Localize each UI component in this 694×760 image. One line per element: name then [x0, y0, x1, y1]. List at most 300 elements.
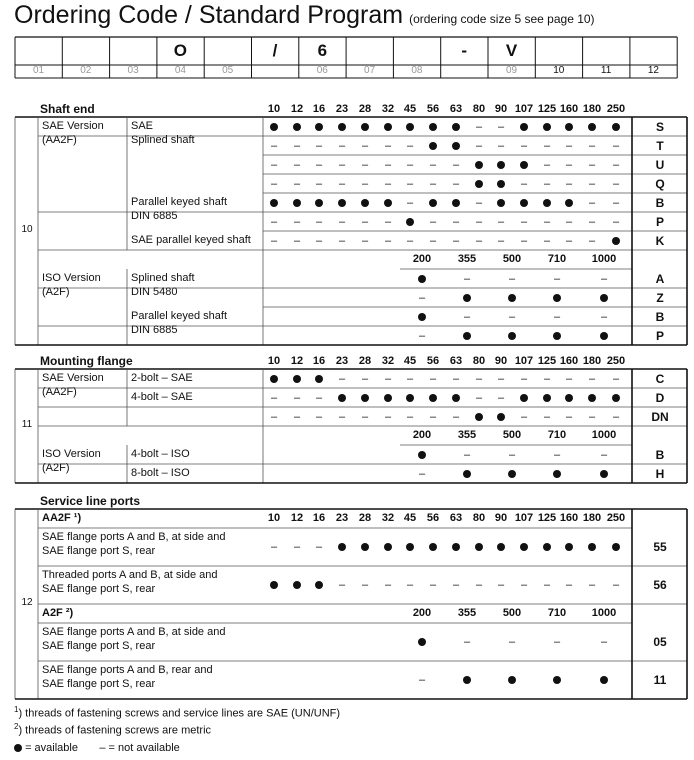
row-shaft-B-val-8 — [423, 196, 443, 210]
available-dot-icon — [384, 199, 392, 207]
row-shaft-Q-val-9: – — [452, 177, 460, 190]
row-ports-56-val-2 — [287, 578, 307, 592]
row-iso-shaft-Z-val-3 — [502, 291, 522, 305]
row-iso-shaft-P-val-2 — [457, 329, 477, 343]
size-header-flange-107: 107 — [514, 355, 534, 367]
row-iso-flange-B-val-3: – — [508, 448, 516, 461]
size-header-shaft-125: 125 — [537, 103, 557, 115]
row-shaft-S-val-4 — [332, 120, 352, 134]
row-shaft-K-val-8: – — [429, 234, 437, 247]
available-dot-icon — [406, 394, 414, 402]
size-header-flange-12: 12 — [290, 355, 304, 367]
available-dot-icon — [315, 375, 323, 383]
size-header-aa2f-32: 32 — [381, 512, 395, 524]
row-shaft-B-val-12 — [514, 196, 534, 210]
row-flange-D-val-2: – — [293, 391, 301, 404]
row-flange-DN-val-4: – — [338, 410, 346, 423]
row-ports-55-val-12 — [514, 540, 534, 554]
row-flange-C-val-2 — [287, 372, 307, 386]
row-shaft-Q-val-15: – — [588, 177, 596, 190]
row-iso-ports-11-val-4 — [547, 673, 567, 687]
available-dot-icon — [475, 161, 483, 169]
row-shaft-S-val-16 — [606, 120, 626, 134]
code-iso-shaft-B: B — [655, 309, 665, 324]
row-shaft-T-val-2: – — [293, 139, 301, 152]
available-dot-icon — [463, 294, 471, 302]
size-header-a2f-ports-200: 200 — [412, 607, 432, 619]
code-char-7: 6 — [317, 41, 328, 60]
available-dot-icon — [452, 394, 460, 402]
available-dot-icon — [293, 375, 301, 383]
row-shaft-P-val-5: – — [361, 215, 369, 228]
row-flange-C-val-8: – — [429, 372, 437, 385]
row-iso-shaft-B-val-2: – — [463, 310, 471, 323]
row-shaft-Q-val-8: – — [429, 177, 437, 190]
row-shaft-U-val-5: – — [361, 158, 369, 171]
row-ports-56-val-7: – — [406, 579, 414, 591]
row-shaft-T-val-15: – — [588, 139, 596, 152]
row-ports-56-val-1 — [264, 578, 284, 592]
code-position-06: 06 — [316, 65, 328, 76]
row-ports-56-val-6: – — [384, 579, 392, 591]
row-ports-56-val-15: – — [588, 579, 596, 591]
row-shaft-P-val-2: – — [293, 215, 301, 228]
available-dot-icon — [452, 199, 460, 207]
row-iso-ports-11-val-3 — [502, 673, 522, 687]
available-dot-icon — [520, 161, 528, 169]
legend-available: = available — [25, 742, 78, 754]
row-shaft-T-val-13: – — [543, 139, 551, 152]
row-iso-shaft-A-val-5: – — [600, 272, 608, 285]
row-shaft-U-val-1: – — [270, 158, 278, 171]
row-label-shaft-K: SAE parallel keyed shaft — [131, 234, 251, 246]
row-iso-shaft-B-val-5: – — [600, 310, 608, 323]
code-flange-C: C — [655, 371, 665, 386]
size-header-aa2f-16: 16 — [312, 512, 326, 524]
row-shaft-U-val-8: – — [429, 158, 437, 171]
row-label-shaft-B: Parallel keyed shaft DIN 6885 — [131, 196, 227, 222]
code-iso-flange-B: B — [655, 447, 665, 462]
row-shaft-Q-val-14: – — [565, 177, 573, 190]
available-dot-icon — [497, 180, 505, 188]
row-flange-D-val-7 — [400, 391, 420, 405]
row-shaft-Q-val-13: – — [543, 177, 551, 190]
row-ports-56-val-9: – — [452, 579, 460, 591]
size-header-aa2f-107: 107 — [514, 512, 534, 524]
size-header-a2f-flange-710: 710 — [547, 429, 567, 441]
row-shaft-B-val-2 — [287, 196, 307, 210]
code-ports-55: 55 — [653, 540, 667, 554]
size-header-flange-23: 23 — [335, 355, 349, 367]
row-shaft-K-val-4: – — [338, 234, 346, 247]
row-shaft-S-val-12 — [514, 120, 534, 134]
size-header-a2f-shaft-1000: 1000 — [591, 253, 617, 265]
row-shaft-K-val-7: – — [406, 234, 414, 247]
row-flange-DN-val-14: – — [565, 410, 573, 423]
row-shaft-S-val-11: – — [497, 120, 505, 133]
row-label-flange-C: 2-bolt – SAE — [131, 372, 193, 384]
code-position-07: 07 — [364, 65, 376, 76]
row-shaft-B-val-11 — [491, 196, 511, 210]
row-shaft-Q-val-1: – — [270, 177, 278, 190]
available-dot-icon — [508, 470, 516, 478]
row-iso-shaft-A-val-2: – — [463, 272, 471, 285]
available-dot-icon — [508, 676, 516, 684]
code-shaft-K: K — [655, 233, 665, 248]
size-header-a2f-ports-1000: 1000 — [591, 607, 617, 619]
row-flange-C-val-9: – — [452, 372, 460, 385]
row-shaft-U-val-15: – — [588, 158, 596, 171]
available-dot-icon — [338, 123, 346, 131]
row-flange-D-val-13 — [537, 391, 557, 405]
row-shaft-B-val-6 — [378, 196, 398, 210]
available-dot-icon — [429, 394, 437, 402]
code-iso-flange-H: H — [655, 466, 665, 481]
row-shaft-U-val-16: – — [612, 158, 620, 171]
available-dot-icon — [429, 123, 437, 131]
row-flange-D-val-16 — [606, 391, 626, 405]
available-dot-icon — [270, 123, 278, 131]
row-shaft-T-val-11: – — [497, 139, 505, 152]
size-header-a2f-shaft-500: 500 — [502, 253, 522, 265]
row-flange-DN-val-10 — [469, 410, 489, 424]
code-position-01: 01 — [32, 65, 45, 76]
row-shaft-Q-val-11 — [491, 177, 511, 191]
size-header-shaft-10: 10 — [267, 103, 281, 115]
row-ports-55-val-3: – — [315, 541, 323, 553]
iso-version-flange: ISO Version (A2F) — [42, 448, 101, 474]
row-shaft-S-val-13 — [537, 120, 557, 134]
row-ports-56-val-13: – — [543, 579, 551, 591]
code-shaft-S: S — [655, 119, 664, 134]
row-label-iso-flange-B: 4-bolt – ISO — [131, 448, 190, 460]
legend-not-available: – = not available — [99, 742, 180, 754]
row-flange-C-val-15: – — [588, 372, 596, 385]
row-shaft-P-val-6: – — [384, 215, 392, 228]
row-iso-flange-H-val-2 — [457, 467, 477, 481]
row-iso-flange-B-val-4: – — [553, 448, 561, 461]
row-iso-flange-H-val-5 — [594, 467, 614, 481]
available-dot-icon — [463, 676, 471, 684]
available-dot-icon — [475, 413, 483, 421]
code-position-04: 04 — [174, 65, 186, 76]
available-dot-icon — [612, 543, 620, 551]
row-shaft-B-val-3 — [309, 196, 329, 210]
available-dot-icon — [406, 543, 414, 551]
available-dot-icon — [553, 676, 561, 684]
row-ports-56-val-16: – — [612, 579, 620, 591]
row-label-iso-shaft-A: Splined shaft DIN 5480 — [131, 272, 195, 298]
sae-version-flange: SAE Version (AA2F) — [42, 372, 104, 398]
row-iso-ports-05-val-4: – — [553, 636, 561, 648]
available-dot-icon — [497, 543, 505, 551]
available-dot-icon — [384, 394, 392, 402]
size-header-shaft-45: 45 — [403, 103, 417, 115]
available-dot-icon — [452, 123, 460, 131]
size-header-aa2f-12: 12 — [290, 512, 304, 524]
row-iso-flange-H-val-4 — [547, 467, 567, 481]
row-shaft-B-val-9 — [446, 196, 466, 210]
size-header-flange-56: 56 — [426, 355, 440, 367]
row-shaft-P-val-7 — [400, 215, 420, 229]
row-shaft-U-val-4: – — [338, 158, 346, 171]
row-shaft-B-val-14 — [559, 196, 579, 210]
row-shaft-U-val-9: – — [452, 158, 460, 171]
row-shaft-K-val-6: – — [384, 234, 392, 247]
row-label-shaft-S: SAE Splined shaft — [131, 120, 195, 146]
available-dot-icon — [429, 142, 437, 150]
row-ports-55-val-2: – — [293, 541, 301, 553]
available-dot-icon — [520, 394, 528, 402]
available-dot-icon — [565, 394, 573, 402]
code-char-10: - — [461, 41, 468, 60]
row-label-iso-flange-H: 8-bolt – ISO — [131, 467, 190, 479]
available-dot-icon — [612, 237, 620, 245]
row-shaft-B-val-15: – — [588, 196, 596, 209]
title-text: Ordering Code / Standard Program — [14, 1, 404, 29]
size-header-flange-250: 250 — [606, 355, 626, 367]
code-flange-DN: DN — [651, 409, 669, 424]
row-label-iso-shaft-B: Parallel keyed shaft DIN 6885 — [131, 310, 227, 336]
row-shaft-P-val-15: – — [588, 215, 596, 228]
row-ports-56-val-10: – — [475, 579, 483, 591]
row-shaft-S-val-9 — [446, 120, 466, 134]
row-iso-shaft-A-val-3: – — [508, 272, 516, 285]
available-dot-icon — [543, 543, 551, 551]
row-flange-C-val-11: – — [497, 372, 505, 385]
row-shaft-P-val-9: – — [452, 215, 460, 228]
row-flange-D-val-10: – — [475, 391, 483, 404]
row-iso-ports-05-val-3: – — [508, 636, 516, 648]
available-dot-icon — [600, 470, 608, 478]
size-header-aa2f-45: 45 — [403, 512, 417, 524]
row-flange-DN-val-16: – — [612, 410, 620, 423]
row-flange-DN-val-7: – — [406, 410, 414, 423]
size-header-aa2f-180: 180 — [582, 512, 602, 524]
row-flange-DN-val-11 — [491, 410, 511, 424]
row-iso-shaft-P-val-3 — [502, 329, 522, 343]
size-header-flange-32: 32 — [381, 355, 395, 367]
row-flange-C-val-1 — [264, 372, 284, 386]
code-position-10: 10 — [553, 65, 565, 76]
available-dot-icon — [553, 470, 561, 478]
a2f-header: A2F ²) — [42, 607, 74, 619]
row-shaft-K-val-1: – — [270, 234, 278, 247]
row-iso-shaft-B-val-1 — [412, 310, 432, 324]
row-flange-DN-val-6: – — [384, 410, 392, 423]
size-header-flange-28: 28 — [358, 355, 372, 367]
row-iso-ports-05-val-2: – — [463, 636, 471, 648]
row-shaft-K-val-12: – — [520, 234, 528, 247]
row-shaft-T-val-8 — [423, 139, 443, 153]
size-header-shaft-23: 23 — [335, 103, 349, 115]
row-flange-D-val-1: – — [270, 391, 278, 404]
code-shaft-Q: Q — [655, 176, 665, 191]
row-iso-shaft-Z-val-2 — [457, 291, 477, 305]
row-shaft-T-val-10: – — [475, 139, 483, 152]
code-iso-shaft-A: A — [655, 271, 665, 286]
size-header-aa2f-28: 28 — [358, 512, 372, 524]
row-ports-55-val-5 — [355, 540, 375, 554]
row-iso-flange-H-val-3 — [502, 467, 522, 481]
row-shaft-P-val-8: – — [429, 215, 437, 228]
size-header-aa2f-63: 63 — [449, 512, 463, 524]
footnote-2: $^2$) threads of fastening screws are metric — [14, 722, 212, 737]
size-header-a2f-flange-355: 355 — [457, 429, 477, 441]
code-position-05: 05 — [222, 65, 234, 76]
row-shaft-P-val-4: – — [338, 215, 346, 228]
size-header-shaft-28: 28 — [358, 103, 372, 115]
row-shaft-K-val-13: – — [543, 234, 551, 247]
size-header-aa2f-56: 56 — [426, 512, 440, 524]
row-shaft-S-val-2 — [287, 120, 307, 134]
footnote-1: $^1$) threads of fastening screws and service lines are SAE (UN/UNF) — [14, 705, 341, 720]
code-position-12: 12 — [647, 65, 659, 76]
row-iso-shaft-P-val-1: – — [418, 329, 426, 342]
row-ports-55-val-14 — [559, 540, 579, 554]
available-dot-icon — [429, 543, 437, 551]
available-dot-icon — [361, 199, 369, 207]
row-shaft-P-val-10: – — [475, 215, 483, 228]
available-dot-icon — [270, 581, 278, 589]
size-header-shaft-32: 32 — [381, 103, 395, 115]
row-shaft-Q-val-4: – — [338, 177, 346, 190]
row-label-flange-D: 4-bolt – SAE — [131, 391, 193, 403]
available-dot-icon — [338, 199, 346, 207]
row-shaft-S-val-7 — [400, 120, 420, 134]
available-dot-icon — [361, 543, 369, 551]
row-ports-56-val-3 — [309, 578, 329, 592]
code-iso-ports-05: 05 — [653, 635, 667, 649]
row-shaft-S-val-10: – — [475, 120, 483, 133]
row-flange-D-val-14 — [559, 391, 579, 405]
legend — [14, 742, 180, 754]
row-flange-DN-val-1: – — [270, 410, 278, 423]
available-dot-icon — [361, 394, 369, 402]
row-iso-shaft-A-val-1 — [412, 272, 432, 286]
row-iso-shaft-P-val-5 — [594, 329, 614, 343]
row-shaft-S-val-6 — [378, 120, 398, 134]
row-shaft-Q-val-10 — [469, 177, 489, 191]
available-dot-icon — [543, 123, 551, 131]
row-shaft-Q-val-3: – — [315, 177, 323, 190]
row-flange-DN-val-5: – — [361, 410, 369, 423]
row-flange-DN-val-8: – — [429, 410, 437, 423]
code-char-4: O — [173, 41, 187, 60]
size-header-a2f-ports-710: 710 — [547, 607, 567, 619]
row-ports-56-val-5: – — [361, 579, 369, 591]
available-dot-icon — [520, 543, 528, 551]
row-shaft-K-val-3: – — [315, 234, 323, 247]
row-ports-55-val-7 — [400, 540, 420, 554]
aa2f-header: AA2F ¹) — [42, 512, 82, 524]
row-shaft-Q-val-12: – — [520, 177, 528, 190]
size-header-a2f-shaft-355: 355 — [457, 253, 477, 265]
row-shaft-B-val-5 — [355, 196, 375, 210]
size-header-flange-63: 63 — [449, 355, 463, 367]
size-header-shaft-90: 90 — [494, 103, 508, 115]
row-ports-56-val-11: – — [497, 579, 505, 591]
row-flange-C-val-14: – — [565, 372, 573, 385]
code-shaft-T: T — [656, 138, 664, 153]
available-dot-icon — [361, 123, 369, 131]
row-iso-flange-B-val-5: – — [600, 448, 608, 461]
row-ports-55-val-15 — [582, 540, 602, 554]
row-flange-D-val-8 — [423, 391, 443, 405]
code-position-03: 03 — [127, 65, 139, 76]
row-shaft-U-val-10 — [469, 158, 489, 172]
row-flange-DN-val-9: – — [452, 410, 460, 423]
row-ports-56-val-14: – — [565, 579, 573, 591]
available-dot-icon — [475, 543, 483, 551]
row-flange-C-val-5: – — [361, 372, 369, 385]
row-shaft-U-val-14: – — [565, 158, 573, 171]
available-dot-icon — [600, 676, 608, 684]
row-flange-D-val-3: – — [315, 391, 323, 404]
row-shaft-T-val-9 — [446, 139, 466, 153]
row-flange-D-val-6 — [378, 391, 398, 405]
available-dot-icon — [452, 142, 460, 150]
row-iso-ports-05-val-1 — [412, 635, 432, 649]
row-iso-shaft-Z-val-5 — [594, 291, 614, 305]
available-dot-icon — [565, 199, 573, 207]
available-dot-icon — [588, 394, 596, 402]
size-header-shaft-160: 160 — [559, 103, 579, 115]
row-label-ports-56: Threaded ports A and B, at side and SAE flange port S, rear — [42, 569, 218, 595]
available-dot-icon — [293, 123, 301, 131]
row-flange-DN-val-3: – — [315, 410, 323, 423]
row-iso-ports-05-val-5: – — [600, 636, 608, 648]
row-shaft-U-val-13: – — [543, 158, 551, 171]
available-dot-icon — [338, 543, 346, 551]
row-shaft-T-val-6: – — [384, 139, 392, 152]
row-shaft-S-val-15 — [582, 120, 602, 134]
code-iso-shaft-Z: Z — [656, 290, 664, 305]
row-shaft-P-val-13: – — [543, 215, 551, 228]
size-header-shaft-80: 80 — [472, 103, 486, 115]
row-flange-C-val-12: – — [520, 372, 528, 385]
available-dot-icon — [543, 394, 551, 402]
row-shaft-P-val-16: – — [612, 215, 620, 228]
title-note: (ordering code size 5 see page 10) — [409, 12, 595, 26]
section-number-ports: 12 — [21, 597, 33, 608]
row-ports-55-val-11 — [491, 540, 511, 554]
row-iso-shaft-B-val-4: – — [553, 310, 561, 323]
size-header-a2f-flange-200: 200 — [412, 429, 432, 441]
row-iso-shaft-Z-val-4 — [547, 291, 567, 305]
available-dot-icon — [508, 332, 516, 340]
row-flange-DN-val-13: – — [543, 410, 551, 423]
available-dot-icon — [293, 199, 301, 207]
section-number-flange: 11 — [21, 419, 33, 430]
row-shaft-P-val-1: – — [270, 215, 278, 228]
available-dot-icon — [543, 199, 551, 207]
size-header-shaft-250: 250 — [606, 103, 626, 115]
row-shaft-Q-val-5: – — [361, 177, 369, 190]
size-header-a2f-flange-1000: 1000 — [591, 429, 617, 441]
row-shaft-T-val-5: – — [361, 139, 369, 152]
code-position-11: 11 — [600, 65, 612, 76]
row-shaft-P-val-12: – — [520, 215, 528, 228]
available-dot-icon — [429, 199, 437, 207]
row-flange-D-val-9 — [446, 391, 466, 405]
row-flange-DN-val-2: – — [293, 410, 301, 423]
size-header-flange-10: 10 — [267, 355, 281, 367]
row-shaft-B-val-10: – — [475, 196, 483, 209]
row-shaft-S-val-14 — [559, 120, 579, 134]
row-flange-DN-val-15: – — [588, 410, 596, 423]
size-header-flange-125: 125 — [537, 355, 557, 367]
